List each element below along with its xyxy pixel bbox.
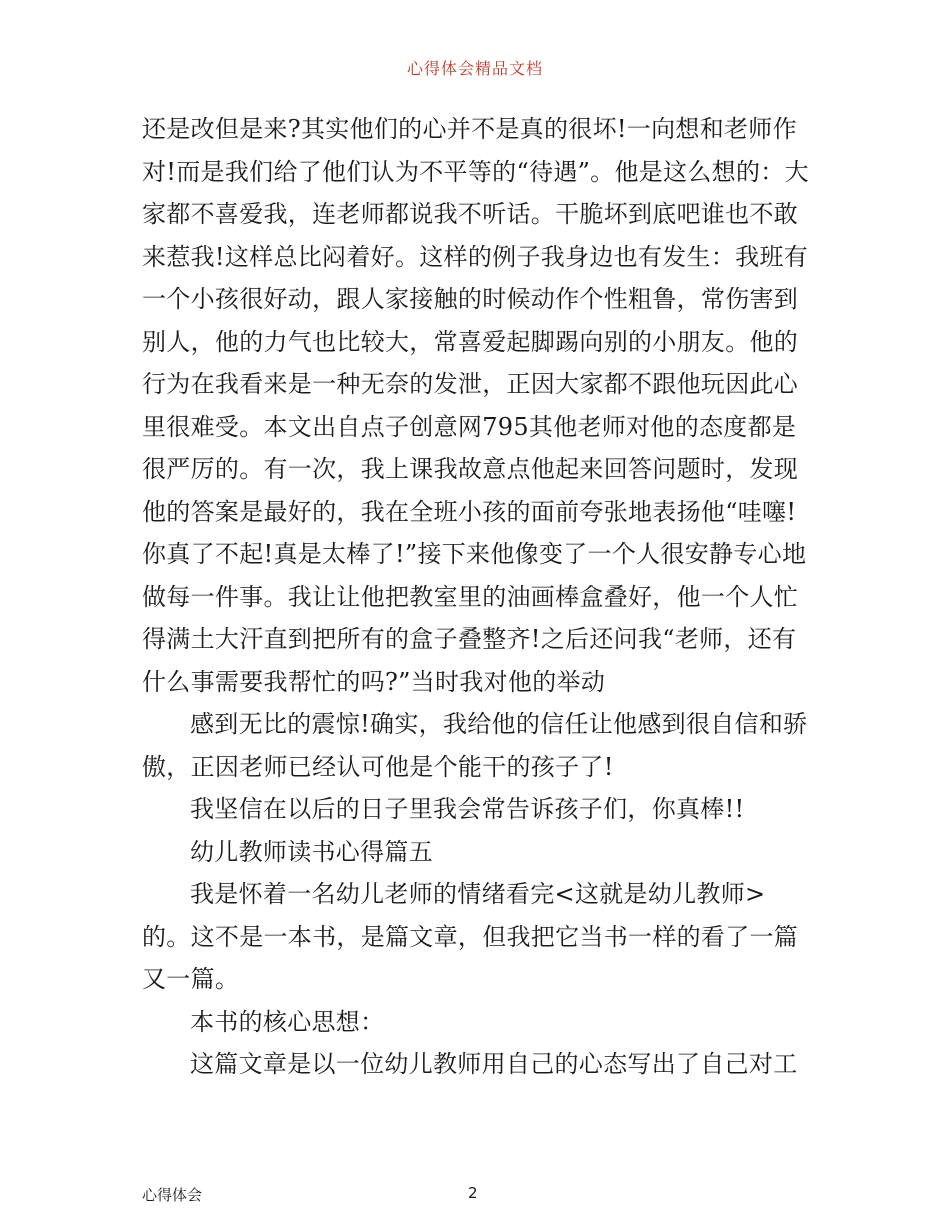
paragraph-6: 这篇文章是以一位幼儿教师用自己的心态写出了自己对工: [190, 1050, 798, 1078]
footer-label: 心得体会: [142, 1186, 203, 1204]
paragraph-2: 感到无比的震惊!确实，我给他的信任让他感到很自信和骄傲，正因老师已经认可他是个能干的孩子了!: [142, 710, 808, 781]
page-footer: [0, 1184, 950, 1206]
paragraph-5: 本书的核心思想：: [190, 1007, 385, 1036]
paragraph-1: 还是改但是来?其实他们的心并不是真的很坏!一向想和老师作对!而是我们给了他们认为不平等的“待遇”。他是这么想的：大家都不喜爱我，连老师都说我不听话。干脆坏到底吧谁也不敢来惹我!这样总比闷着好。这样的例子我身边也有发生：我班有一个小孩很好动，跟人家接触的时候动作个性粗鲁，常伤害到别人，他的力气也比较大，常喜爱起脚踢向别的小朋友。他的行为在我看来是一种无奈的发泄，正因大家都不跟他玩因此心里很难受。本文出自点子创意网795其他老师对他的态度都是很严厉的。有一次，我上课我故意点他起来回答问题时，发现他的答案是最好的，我在全班小孩的面前夸张地表扬他“哇噻!你真了不起!真是太棒了!”接下来他像变了一个人很安静专心地做每一件事。我让让他把教室里的油画棒盒叠好，他一个人忙得满土大汗直到把所有的盒子叠整齐!之后还问我“老师，还有什么事需要我帮忙的吗?”当时我对他的举动: [142, 115, 809, 696]
paragraph-4: 我是怀着一名幼儿老师的情绪看完<这就是幼儿教师>的。这不是一本书，是篇文章，但我把它当书一样的看了一篇又一篇。: [142, 880, 799, 993]
page-number: 2: [468, 1184, 478, 1202]
page-header: 心得体会精品文档: [406, 59, 543, 78]
section-heading: 幼儿教师读书心得篇五: [190, 837, 433, 866]
document-body: [142, 108, 814, 1086]
paragraph-3: 我坚信在以后的日子里我会常告诉孩子们，你真棒!!: [190, 795, 745, 823]
